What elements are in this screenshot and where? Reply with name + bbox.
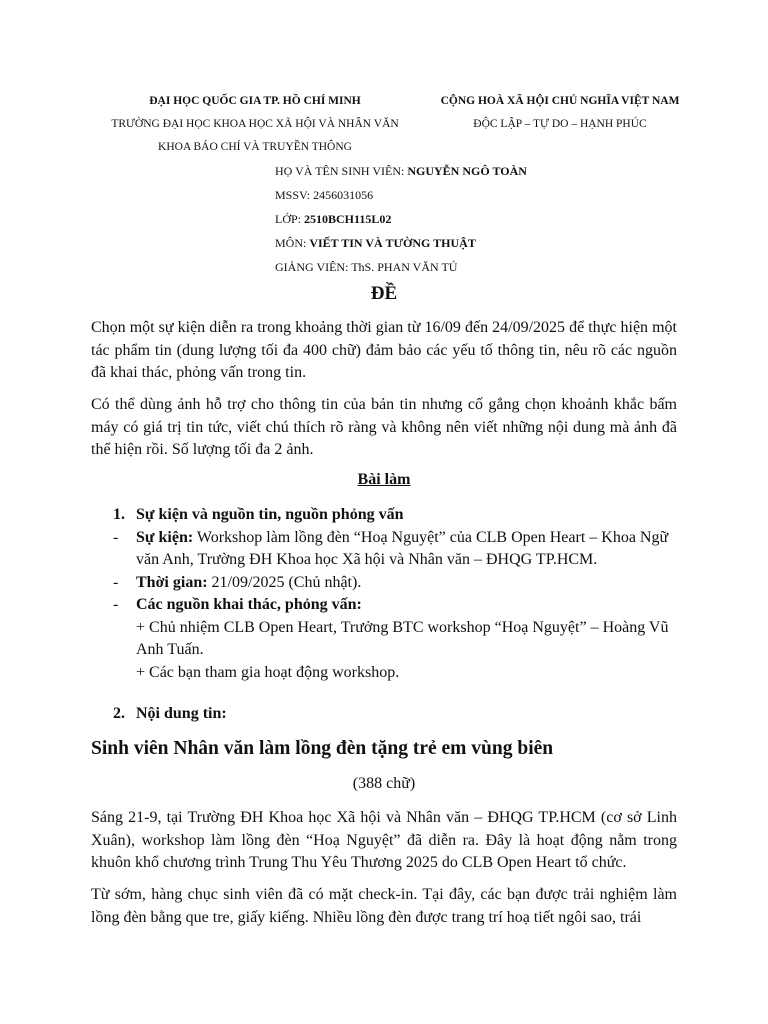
student-id: 2456031056 xyxy=(313,188,374,202)
time-item: - Thời gian: 21/09/2025 (Chủ nhật). xyxy=(113,573,362,591)
assignment-heading: ĐỀ xyxy=(370,283,398,304)
teacher-name: ThS. PHAN VĂN TÚ xyxy=(351,260,458,274)
section-1 xyxy=(113,504,673,684)
subject-name: VIẾT TIN VÀ TƯỜNG THUẬT xyxy=(309,236,476,250)
source-1: + Chủ nhiệm CLB Open Heart, Trưởng BTC workshop “Hoạ Nguyệt” – Hoàng Vũ Anh Tuấn. xyxy=(136,618,669,658)
class-line: LỚP: 2510BCH115L02 xyxy=(275,212,392,226)
section-1-title: 1. Sự kiện và nguồn tin, nguồn phỏng vấn xyxy=(113,506,404,523)
class-code: 2510BCH115L02 xyxy=(304,212,392,226)
student-name-line: HỌ VÀ TÊN SINH VIÊN: NGUYỄN NGÔ TOÀN xyxy=(275,164,527,178)
word-count: (388 chữ) xyxy=(352,775,416,792)
event-item: - Sự kiện: Workshop làm lồng đèn “Hoạ Nguyệt” của CLB Open Heart – Khoa Ngữ văn Anh, Trường ĐH Khoa học Xã hội và Nhân văn – ĐHQG TP.HCM. xyxy=(113,528,669,568)
assignment-paragraph-2: Có thể dùng ảnh hỗ trợ cho thông tin của bản tin nhưng cố gắng chọn khoảnh khắc bấm máy có giá trị tin tức, viết chú thích rõ ràng và không nên viết những nội dung mà ảnh đã thể hiện rồi. Số lượng tối đa 2 ảnh. xyxy=(91,396,677,458)
school-name: TRƯỜNG ĐẠI HỌC KHOA HỌC XÃ HỘI VÀ NHÂN VĂN xyxy=(111,118,399,130)
country-name: CỘNG HOÀ XÃ HỘI CHỦ NGHĨA VIỆT NAM xyxy=(440,95,680,107)
student-name: NGUYỄN NGÔ TOÀN xyxy=(407,164,527,178)
faculty-name: KHOA BÁO CHÍ VÀ TRUYỀN THÔNG xyxy=(158,141,352,153)
section-2 xyxy=(113,703,673,726)
article-title: Sinh viên Nhân văn làm lồng đèn tặng trẻ em vùng biên xyxy=(91,738,554,759)
section-2-title: 2. Nội dung tin: xyxy=(113,705,227,722)
sources-item: - Các nguồn khai thác, phỏng vấn: xyxy=(113,596,362,613)
subject-line: MÔN: VIẾT TIN VÀ TƯỜNG THUẬT xyxy=(275,236,476,250)
article-paragraph-2: Từ sớm, hàng chục sinh viên đã có mặt check-in. Tại đây, các bạn được trải nghiệm làm lồng đèn bằng que tre, giấy kiếng. Nhiều lồng đèn được trang trí hoạ tiết ngôi sao, trái xyxy=(91,886,677,926)
teacher-line: GIẢNG VIÊN: ThS. PHAN VĂN TÚ xyxy=(275,260,458,274)
article-paragraph-1: Sáng 21-9, tại Trường ĐH Khoa học Xã hội và Nhân văn – ĐHQG TP.HCM (cơ sở Linh Xuân), workshop làm lồng đèn “Hoạ Nguyệt” đã diễn ra. Đây là hoạt động nằm trong khuôn khổ chương trình Trung Thu Yêu Thương 2025 do CLB Open Heart tổ chức. xyxy=(91,809,677,871)
answer-heading: Bài làm xyxy=(357,471,411,488)
source-2: + Các bạn tham gia hoạt động workshop. xyxy=(136,663,400,681)
country-motto: ĐỘC LẬP – TỰ DO – HẠNH PHÚC xyxy=(473,118,647,130)
assignment-paragraph-1: Chọn một sự kiện diễn ra trong khoảng thời gian từ 16/09 đến 24/09/2025 để thực hiện một tác phẩm tin (dung lượng tối đa 400 chữ) đảm bảo các yếu tố thông tin, nêu rõ các nguồn đã khai thác, phỏng vấn trong tin. xyxy=(91,319,677,381)
university-name: ĐẠI HỌC QUỐC GIA TP. HỒ CHÍ MINH xyxy=(149,95,361,107)
student-id-line: MSSV: 2456031056 xyxy=(275,188,374,202)
